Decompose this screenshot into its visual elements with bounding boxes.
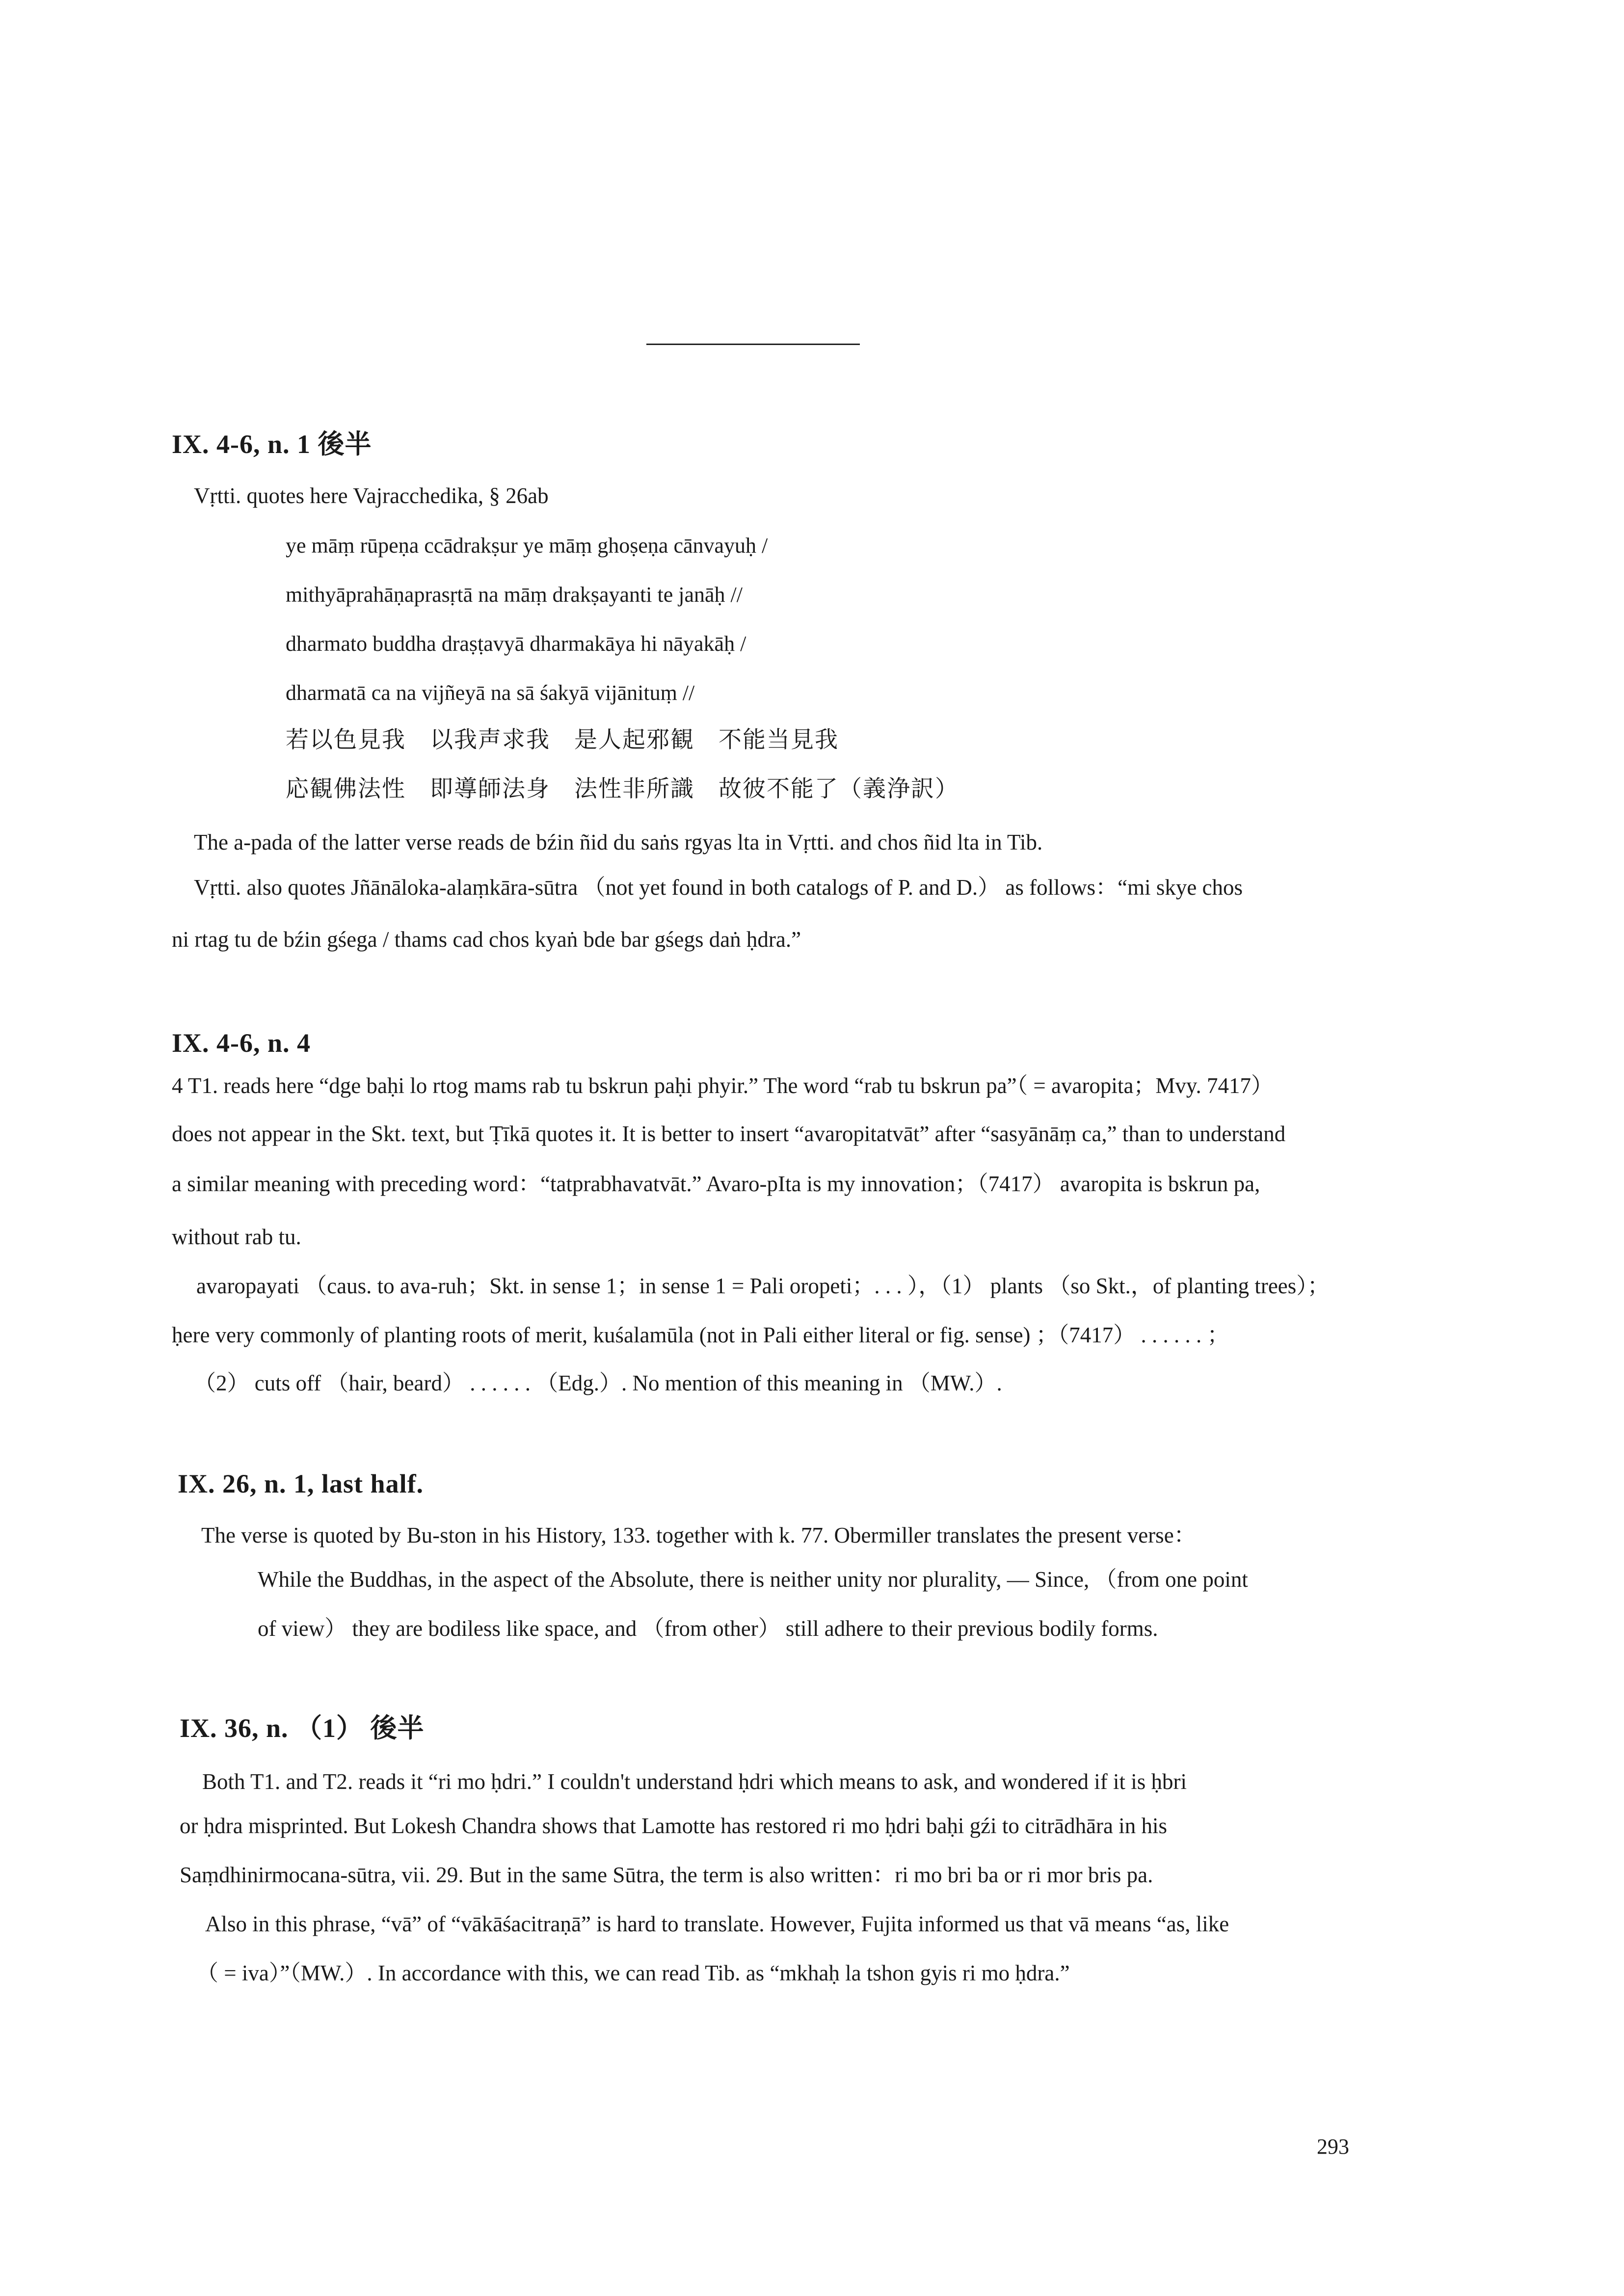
body-line: a similar meaning with preceding word：“tatprabhavatvāt.” Avaro-pIta is my innovation；（7417） avaropita is bskrun pa,	[172, 1172, 1260, 1196]
body-line: 4 T1. reads here “dge baḥi lo rtog mams rab tu bskrun paḥi phyir.” The word “rab tu bskrun pa”（ = avaropita；Mvy. 7417）	[172, 1073, 1274, 1098]
body-line: without rab tu.	[172, 1225, 301, 1249]
body-line: does not appear in the Skt. text, but Ṭīkā quotes it. It is better to insert “avaropitatvāt” after “sasyānāṃ ca,” than to understand	[172, 1121, 1286, 1146]
body-line: The verse is quoted by Bu-ston in his History, 133. together with k. 77. Obermiller translates the present verse：	[201, 1523, 1196, 1548]
body-line: avaropayati （caus. to ava-ruh；Skt. in sense 1；in sense 1 = Pali oropeti；. . . ），（1） plants （so Skt.，of planting trees）；	[196, 1274, 1330, 1298]
body-line: or ḥdra misprinted. But Lokesh Chandra shows that Lamotte has restored ri mo ḥdri baḥi gźi to citrādhāra in his	[180, 1814, 1168, 1838]
section-heading: IX. 26, n. 1, last half.	[178, 1469, 424, 1498]
body-line: ḥere very commonly of planting roots of merit, kuśalamūla (not in Pali either literal or fig. sense) ；（7417） . . . . . . ；	[172, 1323, 1229, 1347]
verse-line: ye māṃ rūpeṇa ccādrakṣur ye māṃ ghoṣeṇa cānvayuḥ /	[286, 534, 768, 558]
chinese-verse-line: 応観佛法性 即導師法身 法性非所識 故彼不能了（義浄訳）	[286, 775, 959, 802]
verse-line: dharmatā ca na vijñeyā na sā śakyā vijānituṃ //	[286, 681, 695, 705]
body-line: Both T1. and T2. reads it “ri mo ḥdri.” I couldn't understand ḥdri which means to ask, and wondered if it is ḥbri	[202, 1769, 1187, 1794]
chinese-verse-line: 若以色見我 以我声求我 是人起邪観 不能当見我	[286, 726, 839, 753]
section-heading: IX. 4-6, n. 4	[172, 1028, 311, 1058]
quoted-translation-line: of view） they are bodiless like space, and （from other） still adhere to their previous bodily forms.	[258, 1616, 1158, 1641]
top-separator-rule	[646, 344, 860, 345]
page-number: 293	[1317, 2135, 1349, 2159]
quoted-translation-line: While the Buddhas, in the aspect of the Absolute, there is neither unity nor plurality, — Since, （from one point	[258, 1567, 1248, 1592]
verse-line: mithyāprahāṇaprasṛtā na māṃ drakṣayanti te janāḥ //	[286, 583, 743, 607]
body-line: （ = iva）”（MW.）. In accordance with this, we can read Tib. as “mkhaḥ la tshon gyis ri mo ḥdra.”	[196, 1961, 1070, 1985]
section-heading: IX. 4-6, n. 1 後半	[172, 429, 372, 459]
body-line: ni rtag tu de bźin gśega / thams cad chos kyaṅ bde bar gśegs daṅ ḥdra.”	[172, 927, 801, 952]
body-line: Also in this phrase, “vā” of “vākāśacitraṇā” is hard to translate. However, Fujita informed us that vā means “as, like	[205, 1912, 1229, 1936]
section-heading: IX. 36, n. （1） 後半	[180, 1713, 425, 1743]
body-line: Vṛtti. quotes here Vajracchedika, § 26ab	[194, 483, 549, 508]
body-line: Vṛtti. also quotes Jñānāloka-alaṃkāra-sūtra （not yet found in both catalogs of P. and D.） as follows：“mi skye chos	[194, 875, 1243, 900]
body-line: Saṃdhinirmocana-sūtra, vii. 29. But in the same Sūtra, the term is also written：ri mo bri ba or ri mor bris pa.	[180, 1863, 1153, 1887]
body-line: The a-pada of the latter verse reads de bźin ñid du saṅs rgyas lta in Vṛtti. and chos ñid lta in Tib.	[194, 830, 1043, 854]
body-line: （2） cuts off （hair, beard） . . . . . . （Edg.）. No mention of this meaning in （MW.）.	[194, 1371, 1002, 1395]
verse-line: dharmato buddha draṣṭavyā dharmakāya hi nāyakāḥ /	[286, 632, 746, 656]
